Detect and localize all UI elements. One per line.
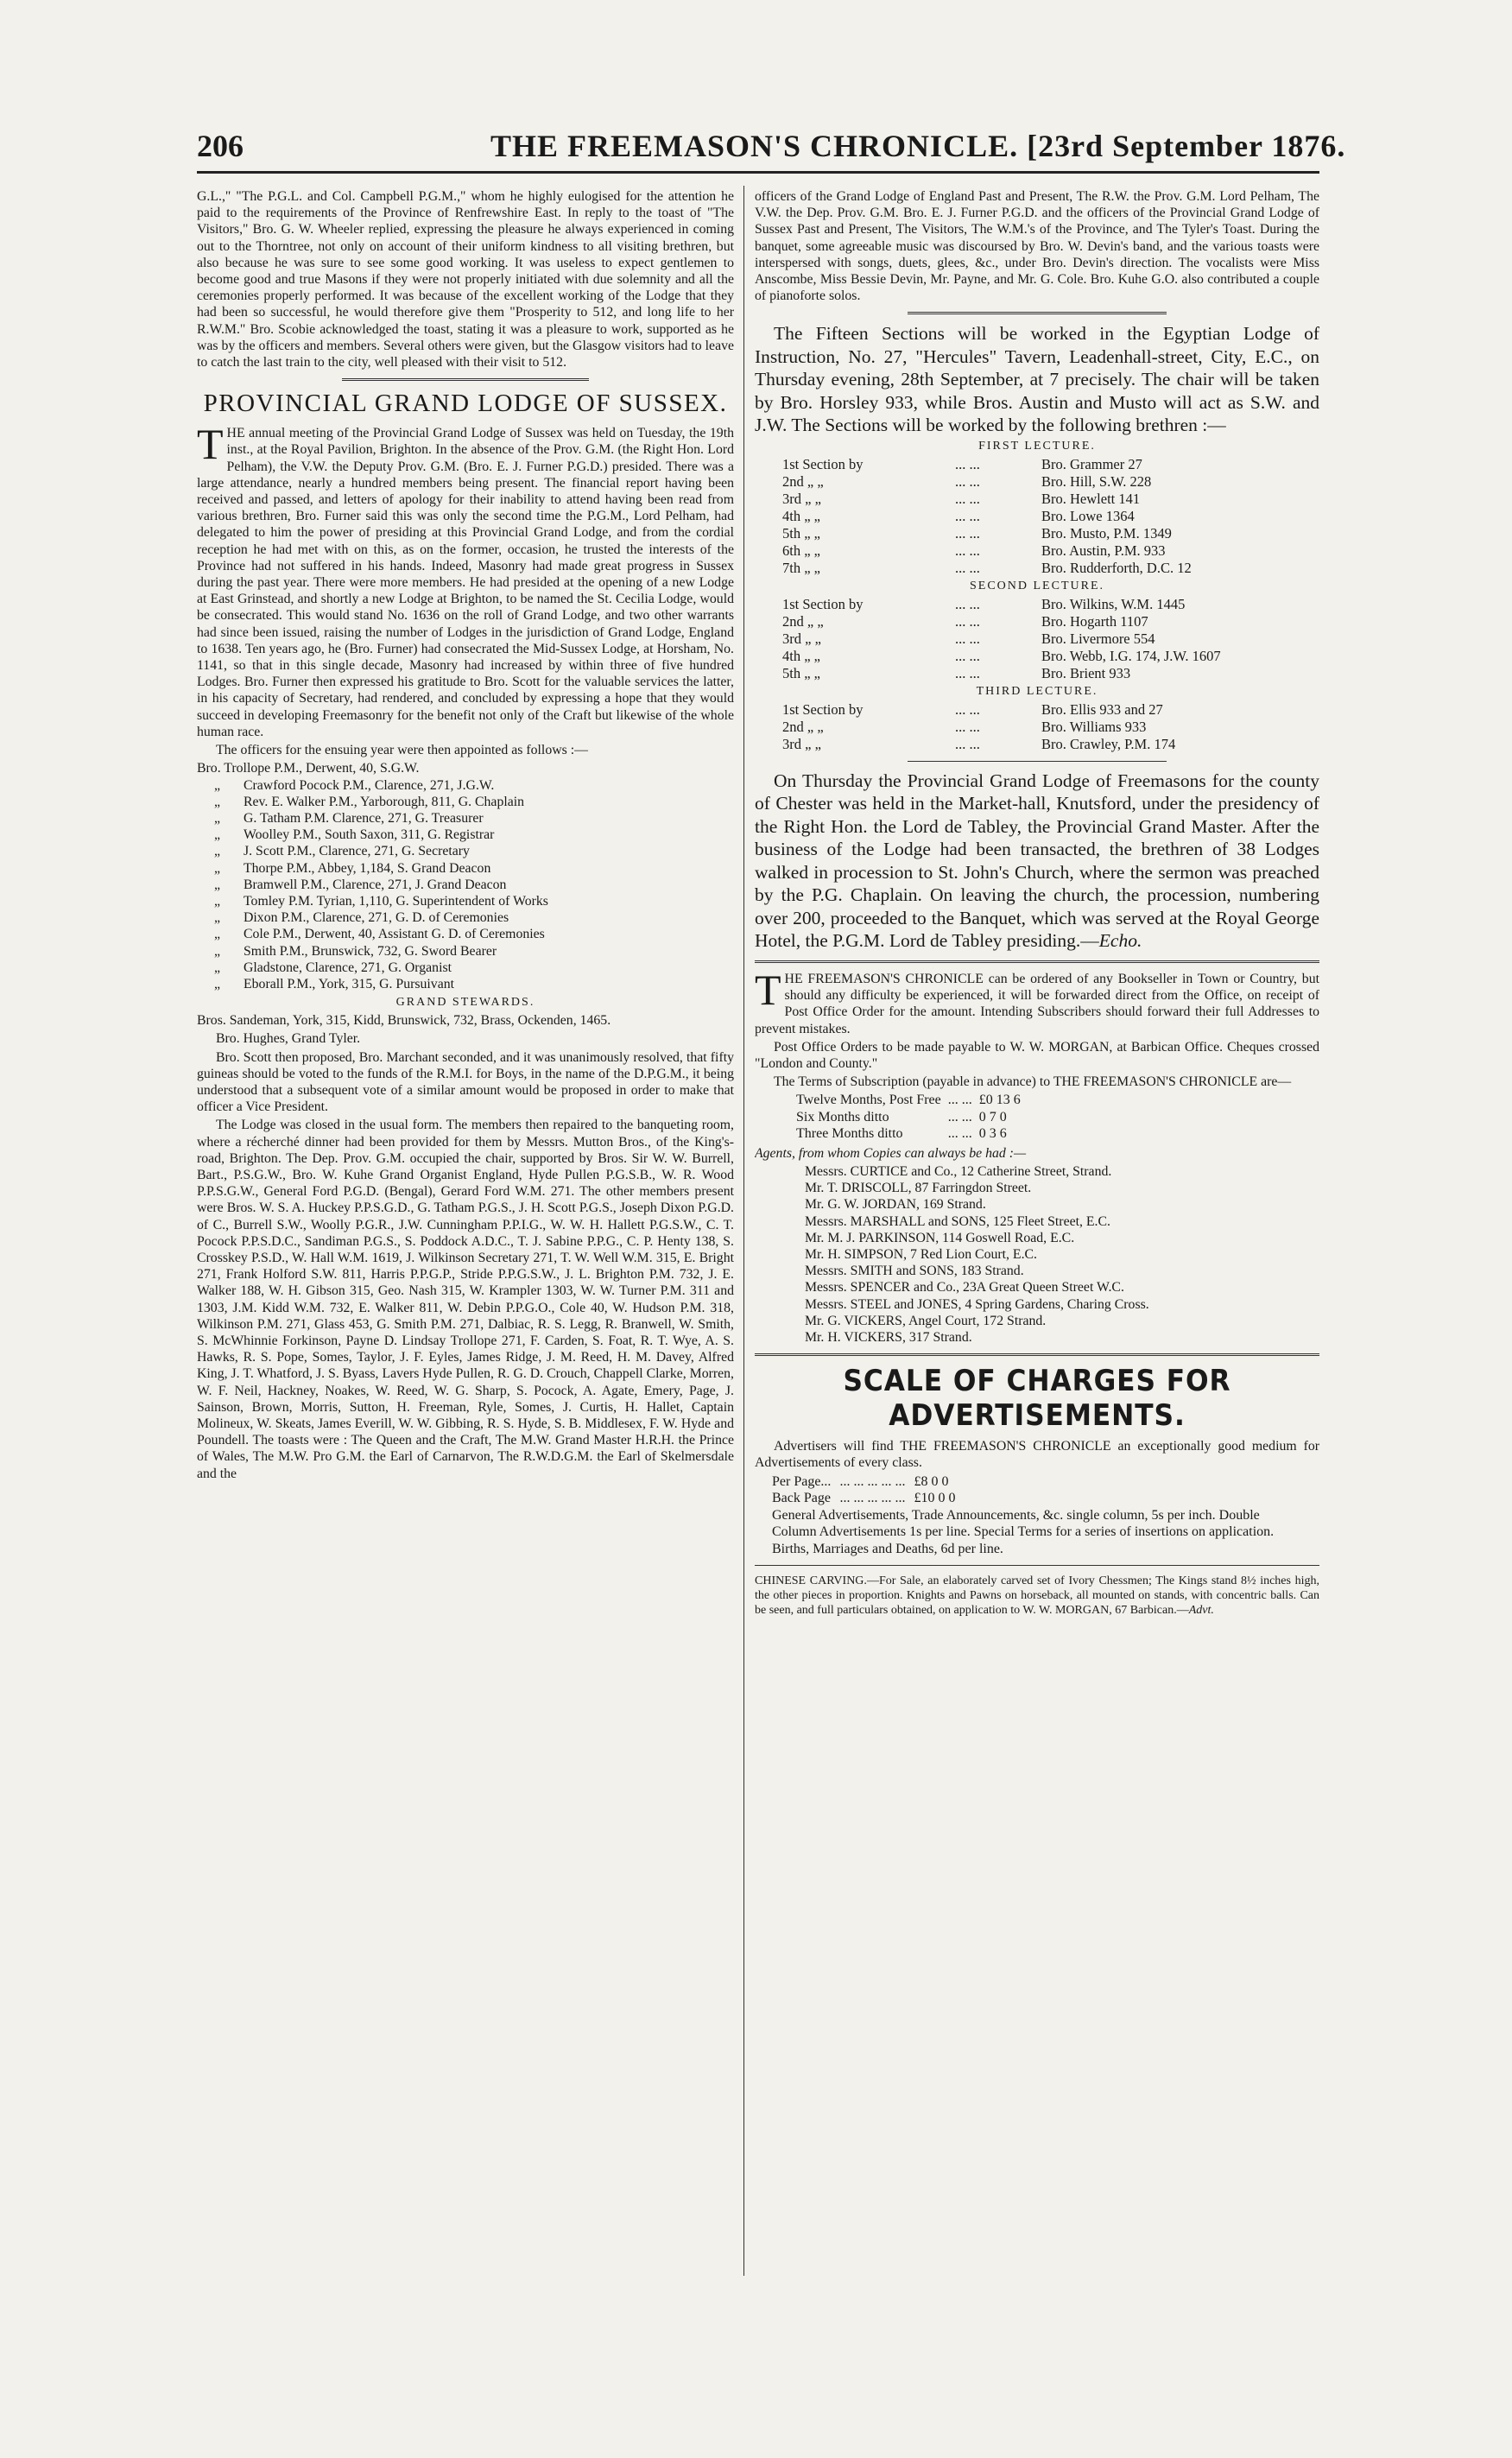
lecture-row: 1st Section by ... ... Bro. Wilkins, W.M. 1445	[782, 595, 1186, 612]
officer-row: „ Smith P.M., Brunswick, 732, G. Sword Bearer	[214, 943, 497, 959]
continued-paragraph: officers of the Grand Lodge of England Past and Present, The R.W. the Prov. G.M. Lord Pelham, The V.W. the Dep. Prov. G.M. Bro. E. J. Furner P.G.D. and the officers of the Provincial Grand Lodge of Sussex Past and Present, The Visitors, The W.M.'s of the Province, and The Tyler's Toast. During the banquet, some agreeable music was discoursed by Bro. W. Devin's band, and the various toasts were interspersed with songs, duets, glees, &c., under Bro. Devin's direction. The vocalists were Miss Anscombe, Miss Bessie Devin, Mr. Payne, and Mr. G. Cole. Bro. Kuhe G.O. also contributed a couple of pianoforte solos.	[755, 189, 1319, 304]
page-header	[197, 128, 1346, 174]
lecture-title: FIRST LECTURE.	[978, 439, 1096, 453]
terms-intro: The Terms of Subscription (payable in advance) to THE FREEMASON'S CHRONICLE are—	[774, 1074, 1292, 1090]
ads-general: General Advertisements, Trade Announcements, &c. single column, 5s per inch. Double Column Advertisements 1s per line. Special Terms for a series of insertions on application.	[772, 1507, 1275, 1540]
ads-heading: SCALE OF CHARGES FOR ADVERTISEMENTS.	[843, 1364, 1231, 1434]
lecture-table	[782, 596, 1221, 682]
drop-cap: T	[755, 965, 781, 1014]
stewards-text: Bros. Sandeman, York, 315, Kidd, Brunswick, 732, Brass, Ockenden, 1465.	[197, 1013, 611, 1029]
subscription-terms	[796, 1092, 1028, 1143]
lecture-row: 3rd „ „ ... ... Bro. Crawley, P.M. 174	[782, 735, 1176, 752]
ads-charges	[755, 1438, 1319, 1557]
officer-row: „ Eborall P.M., York, 315, G. Pursuivant	[214, 976, 454, 991]
divider	[755, 1353, 1319, 1356]
officer-row: „ Rev. E. Walker P.M., Yarborough, 811, G. Chaplain	[214, 794, 525, 809]
lecture-title: SECOND LECTURE.	[970, 579, 1104, 592]
rate-row: Per Page... ... ... ... ... ... £8 0 0	[772, 1473, 949, 1489]
officer-row: „ Woolley P.M., South Saxon, 311, G. Registrar	[214, 827, 495, 843]
ads-intro: Advertisers will find THE FREEMASON'S CHRONICLE an exceptionally good medium for Advertisements of every class.	[755, 1439, 1319, 1471]
agent-row: Messrs. SMITH and SONS, 183 Strand.	[805, 1264, 1024, 1279]
closing-paragraph: Bro. Scott then proposed, Bro. Marchant seconded, and it was unanimously resolved, that fifty guineas should be voted to the funds of the R.M.I. for Boys, in the name of the D.P.G.M., it being understood that a subsequent vote of a similar amount would be proposed in order to make that officer a Vice President.	[197, 1049, 734, 1115]
officer-row: „ Cole P.M., Derwent, 40, Assistant G. D. of Ceremonies	[214, 927, 545, 942]
agents-intro: Agents, from whom Copies can always be had :—	[755, 1145, 1027, 1161]
lectures-list	[755, 440, 1319, 753]
agent-row: Messrs. MARSHALL and SONS, 125 Fleet Street, E.C.	[805, 1213, 1110, 1229]
lecture-row: 4th „ „ ... ... Bro. Lowe 1364	[782, 507, 1135, 524]
lecture-row: 6th „ „ ... ... Bro. Austin, P.M. 933	[782, 542, 1166, 559]
divider	[342, 378, 589, 381]
carving-advert: CHINESE CARVING.—For Sale, an elaborately carved set of Ivory Chessmen; The Kings stand 8½ inches high, the other pieces in proportion. Knights and Pawns on horseback, all mounted on stands, with concentric balls. Can be seen, and full particulars obtained, on application to W. W. MORGAN, 67 Barbican.—Advt.	[755, 1574, 1319, 1618]
officer-first: Bro. Trollope P.M., Derwent, 40, S.G.W.	[197, 761, 420, 776]
intro-paragraph: G.L.," "The P.G.L. and Col. Campbell P.G.M.," whom he highly eulogised for the attention he paid to the requirements of the Province of Renfrewshire East. In reply to the toast of "The Visitors," Bro. G. W. Wheeler replied, expressing the pleasure he always experienced in coming out to the Thorntree, not only on account of their uniform kindness to all visiting brethren, but also because he was sure to see some good working. It was useless to expect gentlemen to become good and true Masons if they were not properly initiated with due solemnity and all the ceremonies properly performed. It was because of the excellent working of the Lodge that they had been so successful, he would therefore give them "Prosperity to 512, and long life to her R.W.M." Bro. Scobie acknowledged the toast, stating it was a pleasure to work, supported as he was by the officers and members. Several others were given, but the Glasgow visitors had to leave to catch the last train to the city, well pleased with their visit to 512.	[197, 189, 734, 371]
lecture-row: 2nd „ „ ... ... Bro. Hogarth 1107	[782, 612, 1148, 630]
agent-row: Messrs. CURTICE and Co., 12 Catherine Street, Strand.	[805, 1164, 1112, 1180]
officer-row: „ Crawford Pocock P.M., Clarence, 271, J.G.W.	[214, 777, 495, 793]
agent-row: Mr. H. SIMPSON, 7 Red Lion Court, E.C.	[805, 1247, 1038, 1263]
officer-row: „ Tomley P.M. Tyrian, 1,110, G. Superintendent of Works	[214, 893, 548, 909]
officer-row: „ J. Scott P.M., Clarence, 271, G. Secretary	[214, 844, 470, 859]
lecture-row: 7th „ „ ... ... Bro. Rudderforth, D.C. 12	[782, 559, 1192, 576]
agent-row: Mr. T. DRISCOLL, 87 Farringdon Street.	[805, 1181, 1032, 1196]
lecture-row: 5th „ „ ... ... Bro. Musto, P.M. 1349	[782, 524, 1172, 542]
agent-row: Mr. M. J. PARKINSON, 114 Goswell Road, E.C.	[805, 1230, 1075, 1245]
lecture-table	[782, 456, 1192, 577]
terms-row: Three Months ditto ... ... 0 3 6	[796, 1126, 1007, 1142]
lecture-row: 3rd „ „ ... ... Bro. Livermore 554	[782, 630, 1155, 647]
lecture-row: 2nd „ „ ... ... Bro. Williams 933	[782, 718, 1147, 735]
lecture-row: 2nd „ „ ... ... Bro. Hill, S.W. 228	[782, 472, 1152, 490]
ads-births: Births, Marriages and Deaths, 6d per line.	[772, 1541, 1003, 1556]
page-title: THE FREEMASON'S CHRONICLE. [23rd September 1876.	[490, 129, 1346, 163]
officer-row: „ Bramwell P.M., Clarence, 271, J. Grand Deacon	[214, 877, 507, 892]
grand-stewards-caption: GRAND STEWARDS.	[395, 996, 535, 1010]
agent-row: Mr. G. W. JORDAN, 169 Strand.	[805, 1197, 986, 1213]
banquet-paragraph: The Lodge was closed in the usual form. The members then repaired to the banqueting room, where a récherché dinner had been provided for them by Messrs. Mutton Bros., of the King's-road, Brighton. The Dep. Prov. G.M. occupied the chair, supported by Bros. Sir W. W. Burrell, Bart., P.S.G.W., Bro. W. Kuhe Grand Organist England, Hyde Pullen P.G.S.B., W. R. Wood P.P.S.G.W., General Ford P.G.D. (Bengal), Gerard Ford W.M. 271. The other members present were Bros. W. S. A. Huckey P.P.S.G.D., G. Tatham P.G.S., J. H. Scott P.G.S., Joseph Dixon P.G.D. of C., Burrell S.W., Woolly P.G.R., J.W. Cunningham P.P.I.G., W. W. H. Hallett P.G.S.W., C. T. Pocock P.P.S.D.C., Sandiman P.G.S., S. Poddock A.D.C., T. J. Sabine P.P.G., C. P. Henty 138, S. Crosskey P.S.D., W. Hall W.M. 1619, J. Wilkinson Secretary 271, T. W. Well W.M. 315, E. Bright 271, Frank Holford S.W. 811, Harris P.P.G.P., Stride P.P.G.S.W., J. L. Brighton P.M. 732, J. E. Walker 188, W. H. Gibson 315, Geo. Nash 315, W. Krampler 1303, W. W. Turner P.M. 311 and 1303, J.M. Kidd W.M. 732, E. Walker 811, W. Debin P.P.G.O., Cole 40, W. Hudson P.M. 318, Wilkinson P.M. 271, Glass 453, G. Smith P.M. 271, Dalbiac, R. S. Legg, R. Branwell, W. Smith, S. McWhinnie Forkinson, Payne D. Lindsay Trollope 271, F. Carden, S. Foat, R. T. Wye, A. S. Hawks, R. S. Pope, Somes, Taylor, J. F. Eyles, James Ridge, J. M. Reed, H. M. Davey, Alfred King, J. T. Whatford, J. S. Byass, Lavers Hyde Pullen, R. G. D. Crouch, Chappell Clarke, Morren, W. F. Neil, Hackney, Noakes, W. Reed, W. G. Sharp, S. Pocock, A. Agate, Emery, Page, J. Sainson, Brown, Morris, Sutton, H. Freeman, Ryle, Somes, J. Curtis, H. Hallet, Captain Molineux, W. Skeats, James Everill, W. W. Gibbing, R. S. Hyde, S. B. Middlesex, F. W. Hyde and Poundell. The toasts were : The Queen and the Craft, The M.W. Grand Master H.R.H. the Prince of Wales, The M.W. Pro G.M. the Earl of Carnarvon, The R.W.D.G.M. the Earl of Skelmersdale and the	[197, 1118, 734, 1481]
fifteen-sections-paragraph: The Fifteen Sections will be worked in the Egyptian Lodge of Instruction, No. 27, "Hercules" Tavern, Leadenhall-street, City, E.C., on Thursday evening, 28th September, at 7 precisely. The chair will be taken by Bro. Horsley 933, while Bros. Austin and Musto will act as S.W. and J.W. The Sections will be worked by the following brethren :—	[755, 323, 1319, 436]
lecture-row: 5th „ „ ... ... Bro. Brient 933	[782, 664, 1131, 681]
officer-row: „ Thorpe P.M., Abbey, 1,184, S. Grand Deacon	[214, 860, 491, 876]
agent-row: Mr. G. VICKERS, Angel Court, 172 Strand.	[805, 1313, 1047, 1328]
agent-row: Messrs. SPENCER and Co., 23A Great Queen Street W.C.	[805, 1280, 1124, 1296]
lecture-title: THIRD LECTURE.	[976, 684, 1098, 698]
terms-row: Six Months ditto ... ... 0 7 0	[796, 1109, 1007, 1124]
column-divider	[743, 186, 744, 2276]
divider	[908, 761, 1167, 762]
divider	[755, 960, 1319, 963]
divider	[908, 312, 1167, 314]
officers-intro: The officers for the ensuing year were then appointed as follows :—	[216, 743, 588, 758]
drop-cap: T	[197, 420, 224, 469]
sussex-heading: PROVINCIAL GRAND LODGE OF SUSSEX.	[203, 390, 728, 418]
divider	[755, 1565, 1319, 1566]
rate-row: Back Page ... ... ... ... ... £10 0 0	[772, 1491, 956, 1506]
agent-row: Messrs. STEEL and JONES, 4 Spring Gardens, Charing Cross.	[805, 1296, 1149, 1312]
agent-row: Mr. H. VICKERS, 317 Strand.	[805, 1330, 972, 1346]
officers-list	[197, 760, 734, 992]
right-column	[755, 188, 1319, 2296]
officer-row: „ Dixon P.M., Clarence, 271, G. D. of Ceremonies	[214, 910, 509, 926]
terms-row: Twelve Months, Post Free ... ... £0 13 6	[796, 1093, 1021, 1108]
officer-row: „ Gladstone, Clarence, 271, G. Organist	[214, 960, 452, 975]
left-column	[197, 188, 734, 2296]
lecture-table	[782, 701, 1175, 753]
post-office-text: Post Office Orders to be made payable to W. W. MORGAN, at Barbican Office. Cheques crossed "London and County."	[755, 1039, 1319, 1071]
page-number: 206	[197, 129, 244, 163]
ads-rates	[772, 1473, 964, 1507]
lecture-row: 1st Section by ... ... Bro. Grammer 27	[782, 455, 1142, 472]
chester-paragraph: On Thursday the Provincial Grand Lodge of Freemasons for the county of Chester was held in the Market-hall, Knutsford, under the presidency of the Right Hon. the Lord de Tabley, the Provincial Grand Master. After the business of the Lodge had been transacted, the brethren of 38 Lodges walked in procession to St. John's Church, where the sermon was preached by the P.G. Chaplain. On leaving the church, the procession, numbering over 200, proceeded to the Banquet, which was served at the Royal George Hotel, the P.G.M. Lord de Tabley presiding.—Echo.	[755, 770, 1319, 952]
sussex-paragraph: THE annual meeting of the Provincial Grand Lodge of Sussex was held on Tuesday, the 19th inst., at the Royal Pavilion, Brighton. In the absence of the Prov. G.M. (the Right Hon. Lord Pelham), the V.W. the Deputy Prov. G.M. (Bro. E. J. Furner P.G.D.) presided. There was a large attendance, nearly a hundred members being present. The financial report having been received and passed, and letters of apology for their inability to attend having been read from various brethren, Bro. Furner said this was only the second time the P.G.M., Lord Pelham, had delegated to him the power of presiding at this Provincial Grand Lodge, and from the cordial reception he had met with on this, as on the former, occasion, he trusted the interests of the Province had not suffered in his hands. Indeed, Masonry had made great progress in Sussex during the past year. There were more members. He had presided at the opening of a new Lodge at East Grinstead, and shortly a new Lodge at Brighton, to be named the St. Cecilia Lodge, would be consecrated. This would stand No. 1636 on the roll of Grand Lodge, and two other warrants had since been issued, raising the number of Lodges in the jurisdiction of Grand Lodge, England to 1638. Ten years ago, he (Bro. Furner) had consecrated the Mid-Sussex Lodge, at Horsham, No. 1141, so that in this single decade, Masonry had increased by within three of five hundred Lodges. Bro. Furner then expressed his gratitude to Bro. Scott for the valuable services the latter, in his capacity of Secretary, had rendered, and concluded by expressing a hope that they would succeed in developing Freemasonry for the benefit not only of the Craft but likewise of the whole human race.	[197, 420, 734, 739]
lecture-row: 4th „ „ ... ... Bro. Webb, I.G. 174, J.W. 1607	[782, 647, 1221, 664]
agents-list	[755, 1163, 1319, 1346]
lecture-row: 1st Section by ... ... Bro. Ellis 933 and 27	[782, 700, 1163, 718]
tyler-text: Bro. Hughes, Grand Tyler.	[216, 1031, 361, 1047]
lecture-row: 3rd „ „ ... ... Bro. Hewlett 141	[782, 490, 1141, 507]
chronicle-paragraph: THE FREEMASON'S CHRONICLE can be ordered of any Bookseller in Town or Country, but should any difficulty be experienced, it will be forwarded direct from the Office, on receipt of Post Office Order for the amount. Intending Subscribers should forward their full Addresses to prevent mistakes.	[755, 965, 1319, 1036]
officer-row: „ G. Tatham P.M. Clarence, 271, G. Treasurer	[214, 810, 484, 826]
